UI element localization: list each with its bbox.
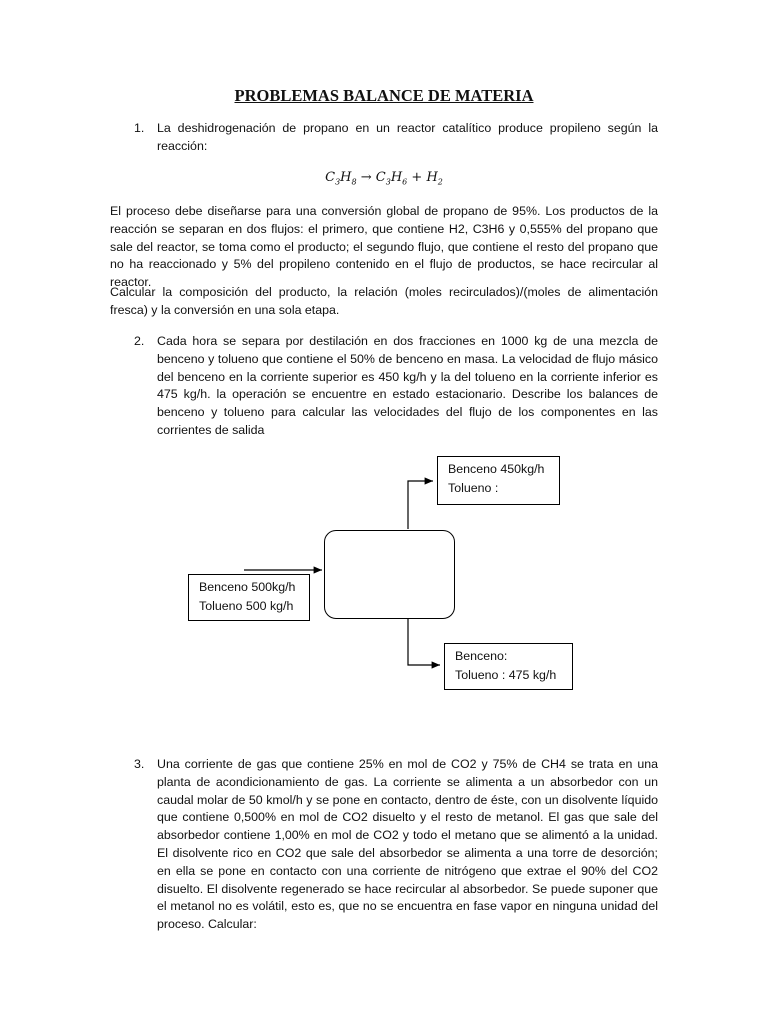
problem-2-text: Cada hora se separa por destilación en dos fracciones en 1000 kg de una mezcla de benceno y tolueno que contiene el 50% de benceno en masa. La velocidad de flujo másico del benceno en la corriente superior es 450 kg/h y la del tolueno en la corriente inferior es 475 kg/h. la operación se encuentre en estado estacionario. Describe los balances de benceno y tolueno para calcular las velocidades del flujo de los componentes en las corrientes de salida — [157, 334, 658, 437]
eq-product2-sub: 2 — [437, 177, 443, 187]
top-stream-line2: Tolueno : — [448, 481, 499, 495]
bottom-stream-box — [444, 643, 573, 690]
bottom-product-arrow — [408, 619, 440, 665]
problem-3-number: 3. — [134, 757, 145, 771]
problem-1-paragraph: El proceso debe diseñarse para una conversión global de propano de 95%. Los productos de la reacción se separan en dos flujos: el primero, que contiene H2, C3H6 y 0,555% del propano que sale del reactor, se toma como el producto; el segundo flujo, que contiene el resto del propano que no ha reaccionado y 5% del propileno contenido en el flujo de productos, se hace recircular al reactor. — [110, 204, 658, 290]
eq-reactant-sub1: 3 — [335, 177, 341, 187]
eq-reactant-h: H — [340, 170, 352, 185]
top-stream-line1: Benceno 450kg/h — [448, 462, 545, 476]
problem-2-number: 2. — [134, 334, 145, 348]
problem-1-intro: La deshidrogenación de propano en un reactor catalítico produce propileno según la reacción: — [157, 121, 658, 153]
bottom-stream-line1: Benceno: — [455, 649, 508, 663]
problem-1-number: 1. — [134, 121, 145, 135]
top-product-arrow — [408, 481, 433, 529]
eq-product1-sub1: 3 — [385, 177, 391, 187]
eq-product1-sub2: 6 — [402, 177, 408, 187]
distillation-unit — [324, 530, 455, 619]
eq-reactant-sub2: 8 — [351, 177, 357, 187]
eq-plus: + — [411, 170, 423, 185]
page-title: PROBLEMAS BALANCE DE MATERIA — [234, 86, 534, 105]
feed-stream-line1: Benceno 500kg/h — [199, 580, 296, 594]
problem-3-text: Una corriente de gas que contiene 25% en mol de CO2 y 75% de CH4 se trata en una planta de acondicionamiento de gas. La corriente se alimenta a un absorbedor con un caudal molar de 50 kmol/h y se pone en contacto, dentro de éste, con un disolvente líquido que contiene 0,500% en mol de CO2 disuelto y el resto de metanol. El gas que sale del absorbedor contiene 1,00% en mol de CO2 y todo el metano que se alimentó a la unidad. El disolvente rico en CO2 que sale del absorbedor se alimenta a una torre de desorción; en ella se pone en contacto con una corriente de nitrógeno que extrae el 90% del CO2 disuelto. El disolvente regenerado se hace recircular al absorbedor. Se puede suponer que el metanol no es volátil, esto es, que no se encuentra en fase vapor en ninguna unidad del proceso. Calcular: — [157, 757, 658, 932]
top-stream-box — [437, 456, 560, 505]
eq-product1-h: H — [390, 170, 403, 185]
eq-product1: C — [375, 170, 386, 185]
problem-1-question: Calcular la composición del producto, la relación (moles recirculados)/(moles de alimentación fresca) y la conversión en una sola etapa. — [110, 285, 658, 317]
bottom-stream-line2: Tolueno : 475 kg/h — [455, 668, 557, 682]
eq-product2: H — [426, 170, 438, 185]
eq-reactant: C — [325, 170, 336, 185]
eq-arrow: → — [360, 170, 372, 185]
feed-stream-box — [188, 574, 310, 621]
feed-stream-line2: Tolueno 500 kg/h — [199, 599, 294, 613]
